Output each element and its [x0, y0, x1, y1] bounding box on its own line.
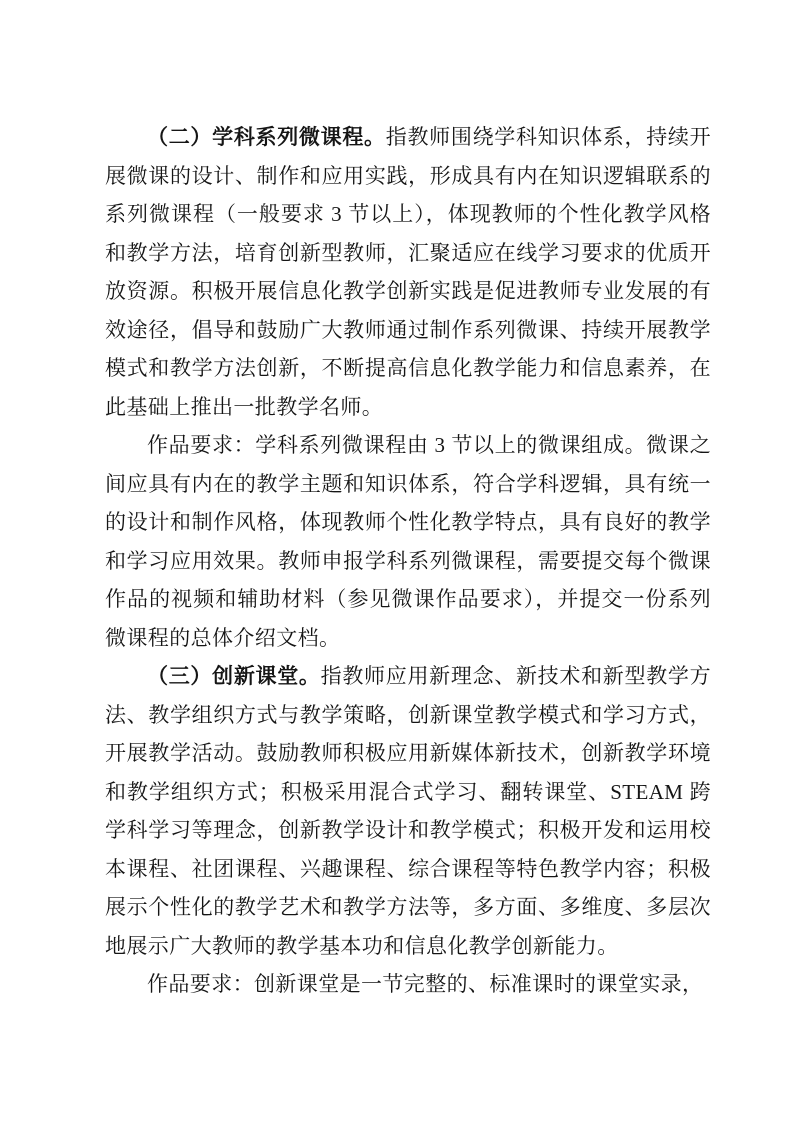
paragraph-innovative-classroom [105, 657, 711, 965]
paragraph-series-requirements [105, 426, 711, 657]
section-heading-2: （二）学科系列微课程。 [147, 125, 386, 149]
section-heading-3: （三）创新课堂。 [147, 664, 321, 688]
paragraph-text: 作品要求：创新课堂是一节完整的、标准课时的课堂实录， [147, 972, 704, 996]
paragraph-subject-series-microcourse [105, 118, 711, 426]
document-body [105, 118, 711, 1004]
paragraph-text: 指教师应用新理念、新技术和新型教学方法、教学组织方式与教学策略，创新课堂教学模式和学习方式，开展教学活动。鼓励教师积极应用新媒体新技术，创新教学环境和教学组织方式；积极采用混合式学习、翻转课堂、STEAM 跨学科学习等理念，创新教学设计和教学模式；积极开发和运用校本课程、社团课程、兴趣课程、综合课程等特色教学内容；积极展示个性化的教学艺术和教学方法等，多方面、多维度、多层次地展示广大教师的教学基本功和信息化教学创新能力。 [105, 664, 712, 958]
paragraph-classroom-requirements [105, 965, 711, 1004]
paragraph-text: 指教师围绕学科知识体系，持续开展微课的设计、制作和应用实践，形成具有内在知识逻辑联系的系列微课程（一般要求 3 节以上），体现教师的个性化教学风格和教学方法，培育创新型教师，汇聚适应在线学习要求的优质开放资源。积极开展信息化教学创新实践是促进教师专业发展的有效途径，倡导和鼓励广大教师通过制作系列微课、持续开展教学模式和教学方法创新，不断提高信息化教学能力和信息素养，在此基础上推出一批教学名师。 [105, 125, 712, 419]
paragraph-text: 作品要求：学科系列微课程由 3 节以上的微课组成。微课之间应具有内在的教学主题和知识体系，符合学科逻辑，具有统一的设计和制作风格，体现教师个性化教学特点，具有良好的教学和学习应用效果。教师申报学科系列微课程，需要提交每个微课作品的视频和辅助材料（参见微课作品要求），并提交一份系列微课程的总体介绍文档。 [105, 433, 711, 650]
